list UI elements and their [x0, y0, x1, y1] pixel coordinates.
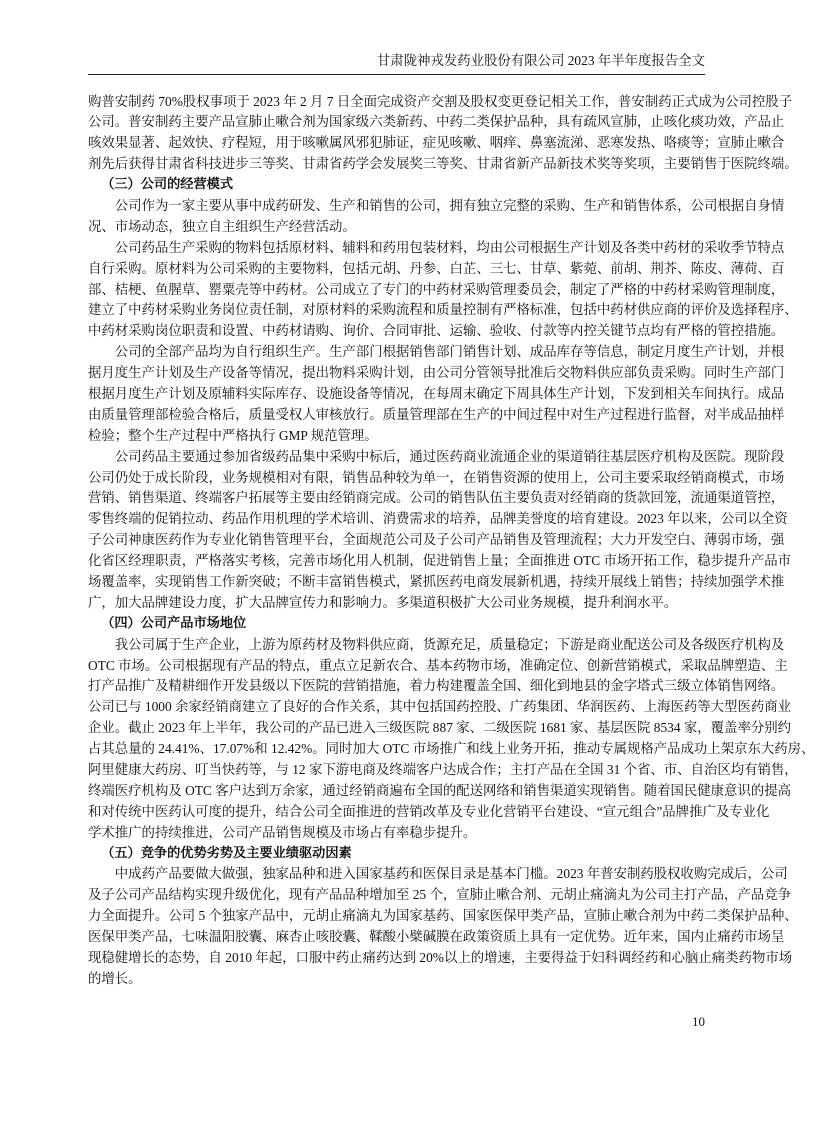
paragraph-line: 零售终端的促销拉动、药品作用机理的学术培训、消费需求的培养，品牌美誉度的培育建设。2023 年以来，公司以全资	[88, 511, 788, 527]
page-number: 10	[692, 1014, 705, 1029]
paragraph	[88, 635, 814, 844]
paragraph-line: 终端医疗机构及 OTC 客户达到万余家，通过经销商遍布全国的配送网络和销售渠道实现销售。随着国民健康意识的提高	[88, 782, 792, 798]
paragraph-line: 剂先后获得甘肃省科技进步三等奖、甘肃省药学会发展奖三等奖、甘肃省新产品新技术奖等奖项，主要销售于医院终端。	[88, 156, 798, 172]
paragraph	[88, 238, 798, 342]
paragraph	[88, 447, 792, 614]
paragraph-line: 场覆盖率，实现销售工作新突破；不断丰富销售模式，紧抓医药电商发展新机遇，持续开展线上销售；持续加强学术推	[88, 573, 785, 589]
section-heading: （五）竞争的优势劣势及主要业绩驱动因素	[101, 845, 352, 861]
paragraph-line: 及子公司产品结构实现升级优化，现有产品品种增加至 25 个，宣肺止嗽合剂、元胡止痛滴丸为公司主打产品，产品竞争	[88, 887, 792, 903]
paragraph-line: 据月度生产计划及生产设备等情况，提出物料采购计划，由公司分管领导批准后交物料供应部负责采购。同时生产部门	[88, 365, 785, 381]
paragraph-line: 况、市场动态，独立自主组织生产经营活动。	[88, 218, 356, 234]
paragraph-line: 中药材采购岗位职责和设置、中药材请购、询价、合同审批、运输、验收、付款等内控关键节点均有严格的管控措施。	[88, 323, 785, 339]
paragraph	[88, 92, 798, 176]
paragraph-line: 检验；整个生产过程中严格执行 GMP 规范管理。	[88, 427, 378, 443]
paragraph-line: 和对传统中医药认可度的提升，结合公司全面推进的营销改革及专业化营销平台建设、“宣元组合”品牌推广及专业化	[88, 803, 770, 819]
paragraph-line: 企业。截止 2023 年上半年，我公司的产品已进入三级医院 887 家、二级医院 1681 家、基层医院 8534 家，覆盖率分别约	[88, 720, 792, 736]
paragraph-line: 中成药产品要做大做强，独家品种和进入国家基药和医保目录是基本门槛。2023 年普安制药股权收购完成后，公司	[114, 866, 788, 882]
paragraph-line: 购普安制药 70%股权事项于 2023 年 2 月 7 日全面完成资产交割及股权变更登记相关工作，普安制药正式成为公司控股子	[88, 93, 793, 109]
paragraph-line: 现稳健增长的态势，自 2010 年起，口服中药止痛药达到 20%以上的增速，主要得益于妇科调经药和心脑止痛类药物市场	[88, 950, 793, 966]
paragraph-line: OTC 市场。公司根据现有产品的特点，重点立足新农合、基本药物市场，准确定位、创新营销模式，采取品牌塑造、主	[88, 657, 788, 673]
paragraph-line: 公司药品主要通过参加省级药品集中采购中标后，通过医药商业流通企业的渠道销往基层医疗机构及医院。现阶段	[114, 448, 785, 464]
paragraph-line: 化省区经理职责，严格落实考核，完善市场化用人机制，促进销售上量；全面推进 OTC 市场开拓工作，稳步提升产品市	[88, 553, 792, 569]
header-rule	[88, 74, 705, 75]
paragraph-line: 学术推广的持续推进，公司产品销售规模及市场占有率稳步提升。	[88, 824, 477, 840]
running-header: 甘肃陇神戎发药业股份有限公司 2023 年半年度报告全文	[376, 53, 705, 68]
paragraph-line: 医保甲类产品，七味温阳胶囊、麻杏止咳胶囊、鞣酸小檗碱膜在政策资质上具有一定优势。近年来，国内止痛药市场呈	[88, 929, 785, 945]
paragraph-line: 自行采购。原材料为公司采购的主要物料，包括元胡、丹参、白芷、三七、甘草、紫菀、前胡、荆芥、陈皮、薄荷、百	[88, 260, 785, 276]
paragraph	[88, 196, 785, 238]
paragraph-line: 广，加大品牌建设力度，扩大品牌宣传力和影响力。多渠道积极扩大公司业务规模，提升利润水平。	[88, 594, 678, 610]
section-heading: （四）公司产品市场地位	[101, 615, 247, 631]
paragraph-line: 咳效果显著、起效快、疗程短，用于咳嗽属风邪犯肺证，症见咳嗽、咽痒、鼻塞流涕、恶寒发热、咯痰等；宣肺止嗽合	[88, 135, 785, 151]
paragraph-line: 公司仍处于成长阶段，业务规模相对有限，销售品种较为单一，在销售资源的使用上，公司主要采取经销商模式，市场	[88, 469, 785, 485]
paragraph-line: 根据月度生产计划及原辅料实际库存、设施设备等情况，在每周末确定下周具体生产计划，下发到相关车间执行。成品	[88, 385, 785, 401]
paragraph-line: 我公司属于生产企业，上游为原药材及物料供应商，货源充足，质量稳定；下游是商业配送公司及各级医疗机构及	[114, 636, 785, 652]
paragraph-line: 打产品推广及精耕细作开发县级以下医院的营销措施，着力构建覆盖全国、细化到地县的金字塔式三级立体销售网络。	[88, 678, 785, 694]
paragraph-line: 的增长。	[88, 970, 142, 986]
paragraph-line: 部、桔梗、鱼腥草、罂粟壳等中药材。公司成立了专门的中药材采购管理委员会，制定了严格的中药材采购管理制度，	[88, 281, 785, 297]
paragraph-line: 公司药品生产采购的物料包括原材料、辅料和药用包装材料，均由公司根据生产计划及各类中药材的采收季节特点	[114, 239, 785, 255]
paragraph-line: 占其总量的 24.41%、17.07%和 12.42%。同时加大 OTC 市场推广和线上业务开拓，推动专属规格产品成功上架京东大药房、	[88, 741, 814, 757]
paragraph-line: 公司作为一家主要从事中成药研发、生产和销售的公司，拥有独立完整的采购、生产和销售体系，公司根据自身情	[114, 197, 785, 213]
paragraph-line: 建立了中药材采购业务岗位责任制，对原材料的采购流程和质量控制有严格标准，包括中药材供应商的评价及选择程序、	[88, 302, 798, 318]
section-heading: （三）公司的经营模式	[101, 177, 234, 193]
paragraph-line: 营销、销售渠道、终端客户拓展等主要由经销商完成。公司的销售队伍主要负责对经销商的货款回笼，流通渠道管控，	[88, 490, 785, 506]
paragraph-line: 力全面提升。公司 5 个独家产品中，元胡止痛滴丸为国家基药、国家医保甲类产品，宣肺止嗽合剂为中药二类保护品种、	[88, 908, 798, 924]
paragraph-line: 公司。普安制药主要产品宣肺止嗽合剂为国家级六类新药、中药二类保护品种，具有疏风宣肺，止咳化痰功效，产品止	[88, 114, 785, 130]
paragraph-line: 子公司神康医药作为专业化销售管理平台，全面规范公司及子公司产品销售及管理流程；大力开发空白、薄弱市场，强	[88, 532, 785, 548]
paragraph	[88, 864, 798, 989]
paragraph-line: 公司的全部产品均为自行组织生产。生产部门根据销售部门销售计划、成品库存等信息，制定月度生产计划，并根	[114, 344, 785, 360]
document-body	[88, 92, 814, 990]
paragraph-line: 公司已与 1000 余家经销商建立了良好的合作关系，其中包括国药控股、广药集团、华润医药、上海医药等大型医药商业	[88, 699, 792, 715]
paragraph-line: 由质量管理部检验合格后，质量受权人审核放行。质量管理部在生产的中间过程中对生产过程进行监督，对半成品抽样	[88, 406, 785, 422]
paragraph	[88, 342, 785, 446]
paragraph-line: 阿里健康大药房、叮当快药等，与 12 家下游电商及终端客户达成合作；主打产品在全国 31 个省、市、自治区均有销售，	[88, 762, 798, 777]
